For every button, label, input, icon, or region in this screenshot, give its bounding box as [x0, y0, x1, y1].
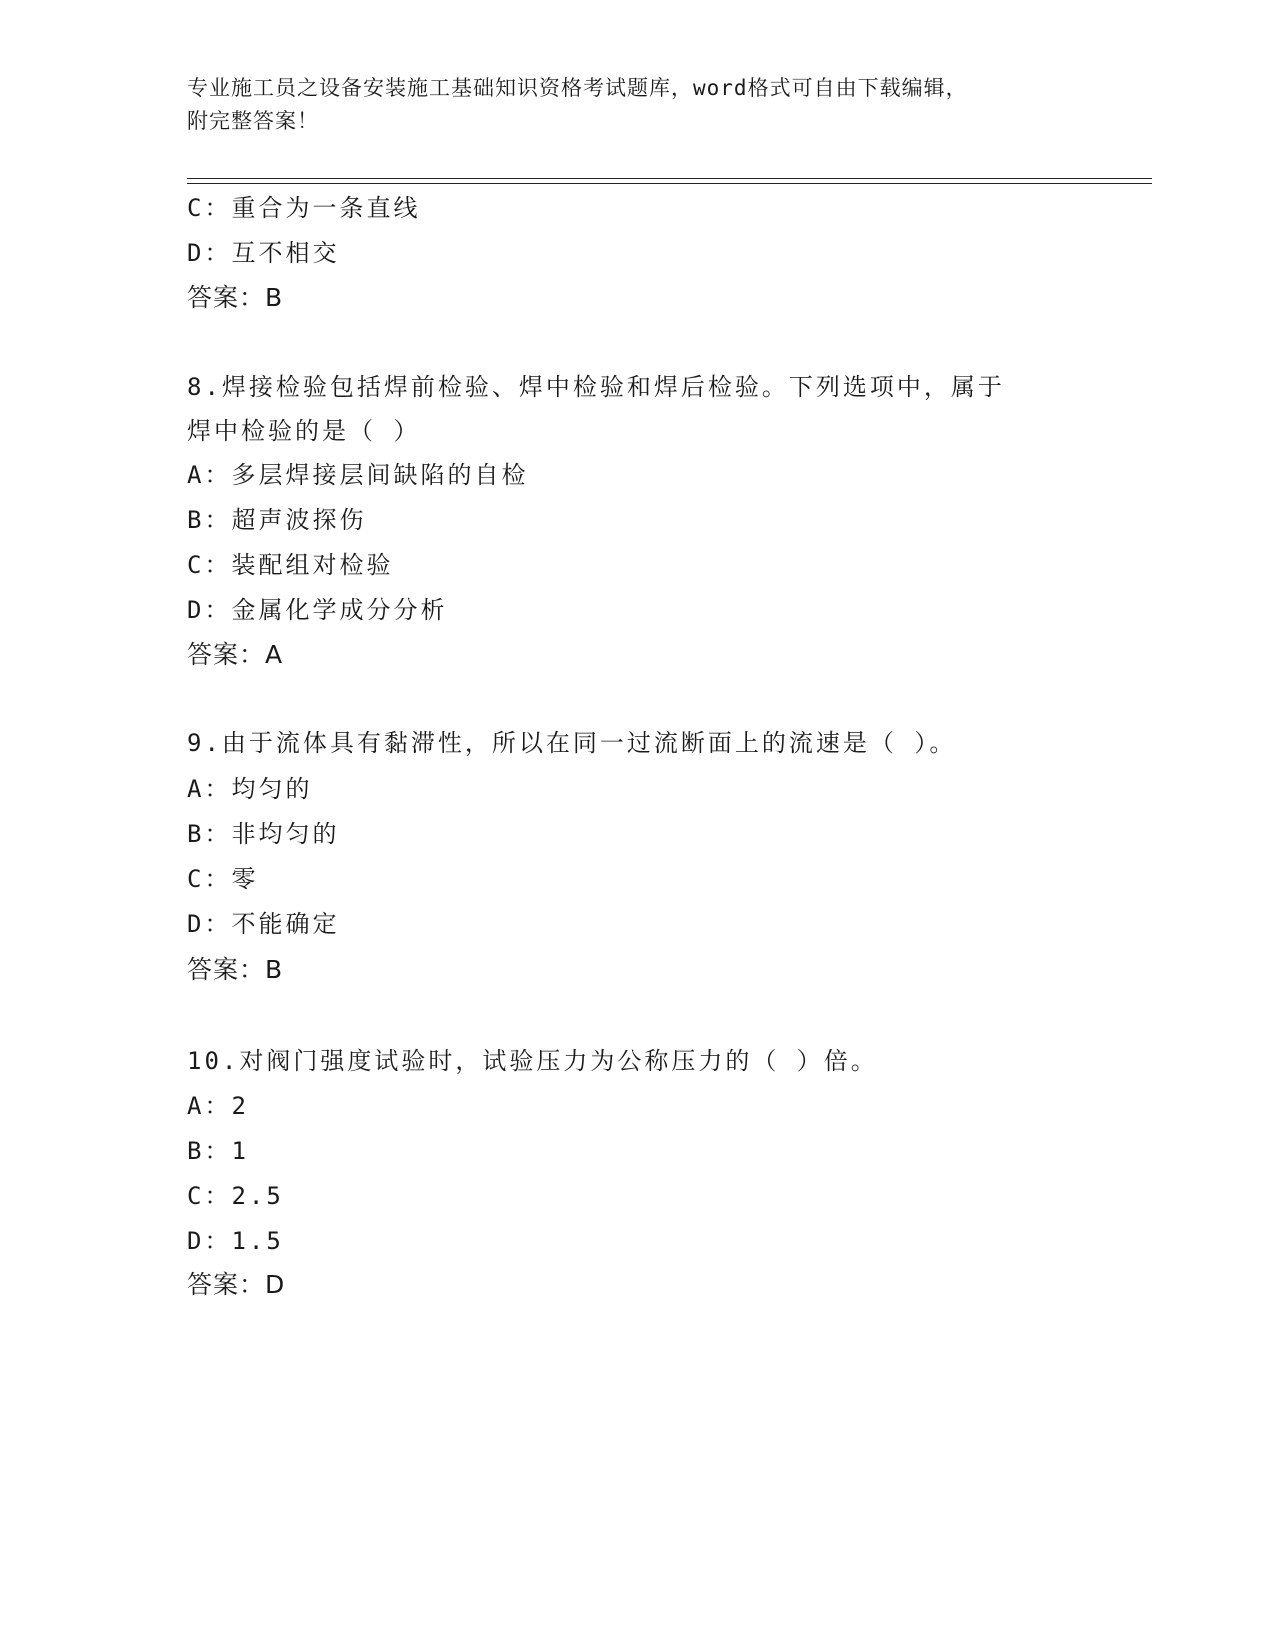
question-8-option-d: D：金属化学成分分析	[187, 596, 448, 624]
question-10-answer: 答案：D	[187, 1270, 286, 1299]
question-8-stem-line-1: 8.焊接检验包括焊前检验、焊中检验和焊后检验。下列选项中，属于	[187, 373, 1005, 401]
question-8-answer: 答案：A	[187, 640, 284, 669]
document-header	[187, 72, 1067, 138]
question-10-stem-line-1: 10.对阀门强度试验时，试验压力为公称压力的（ ）倍。	[187, 1047, 878, 1075]
question-9-stem-line-1: 9.由于流体具有黏滞性，所以在同一过流断面上的流速是（ ）。	[187, 729, 957, 757]
option-c: C：重合为一条直线	[187, 194, 421, 222]
header-divider-bottom	[187, 183, 1152, 184]
question-8-option-b: B：超声波探伤	[187, 506, 367, 534]
question-9-option-b: B：非均匀的	[187, 820, 340, 848]
header-divider-top	[187, 178, 1152, 179]
question-10-option-d: D：1.5	[187, 1227, 284, 1255]
header-line-2: 附完整答案！	[187, 109, 319, 133]
question-8-stem-line-2: 焊中检验的是（ ）	[187, 417, 421, 445]
answer-line: 答案：B	[187, 283, 284, 312]
question-8-option-a: A：多层焊接层间缺陷的自检	[187, 461, 529, 489]
question-10-option-b: B：1	[187, 1137, 249, 1165]
question-10-option-a: A：2	[187, 1092, 249, 1120]
option-d: D：互不相交	[187, 239, 340, 267]
question-8-option-c: C：装配组对检验	[187, 551, 394, 579]
question-9-option-c: C：零	[187, 865, 259, 893]
question-9-answer: 答案：B	[187, 955, 284, 984]
question-9-option-a: A：均匀的	[187, 775, 313, 803]
header-line-1: 专业施工员之设备安装施工基础知识资格考试题库，word格式可自由下载编辑，	[187, 76, 968, 100]
question-10-option-c: C：2.5	[187, 1182, 284, 1210]
question-9-option-d: D：不能确定	[187, 910, 340, 938]
